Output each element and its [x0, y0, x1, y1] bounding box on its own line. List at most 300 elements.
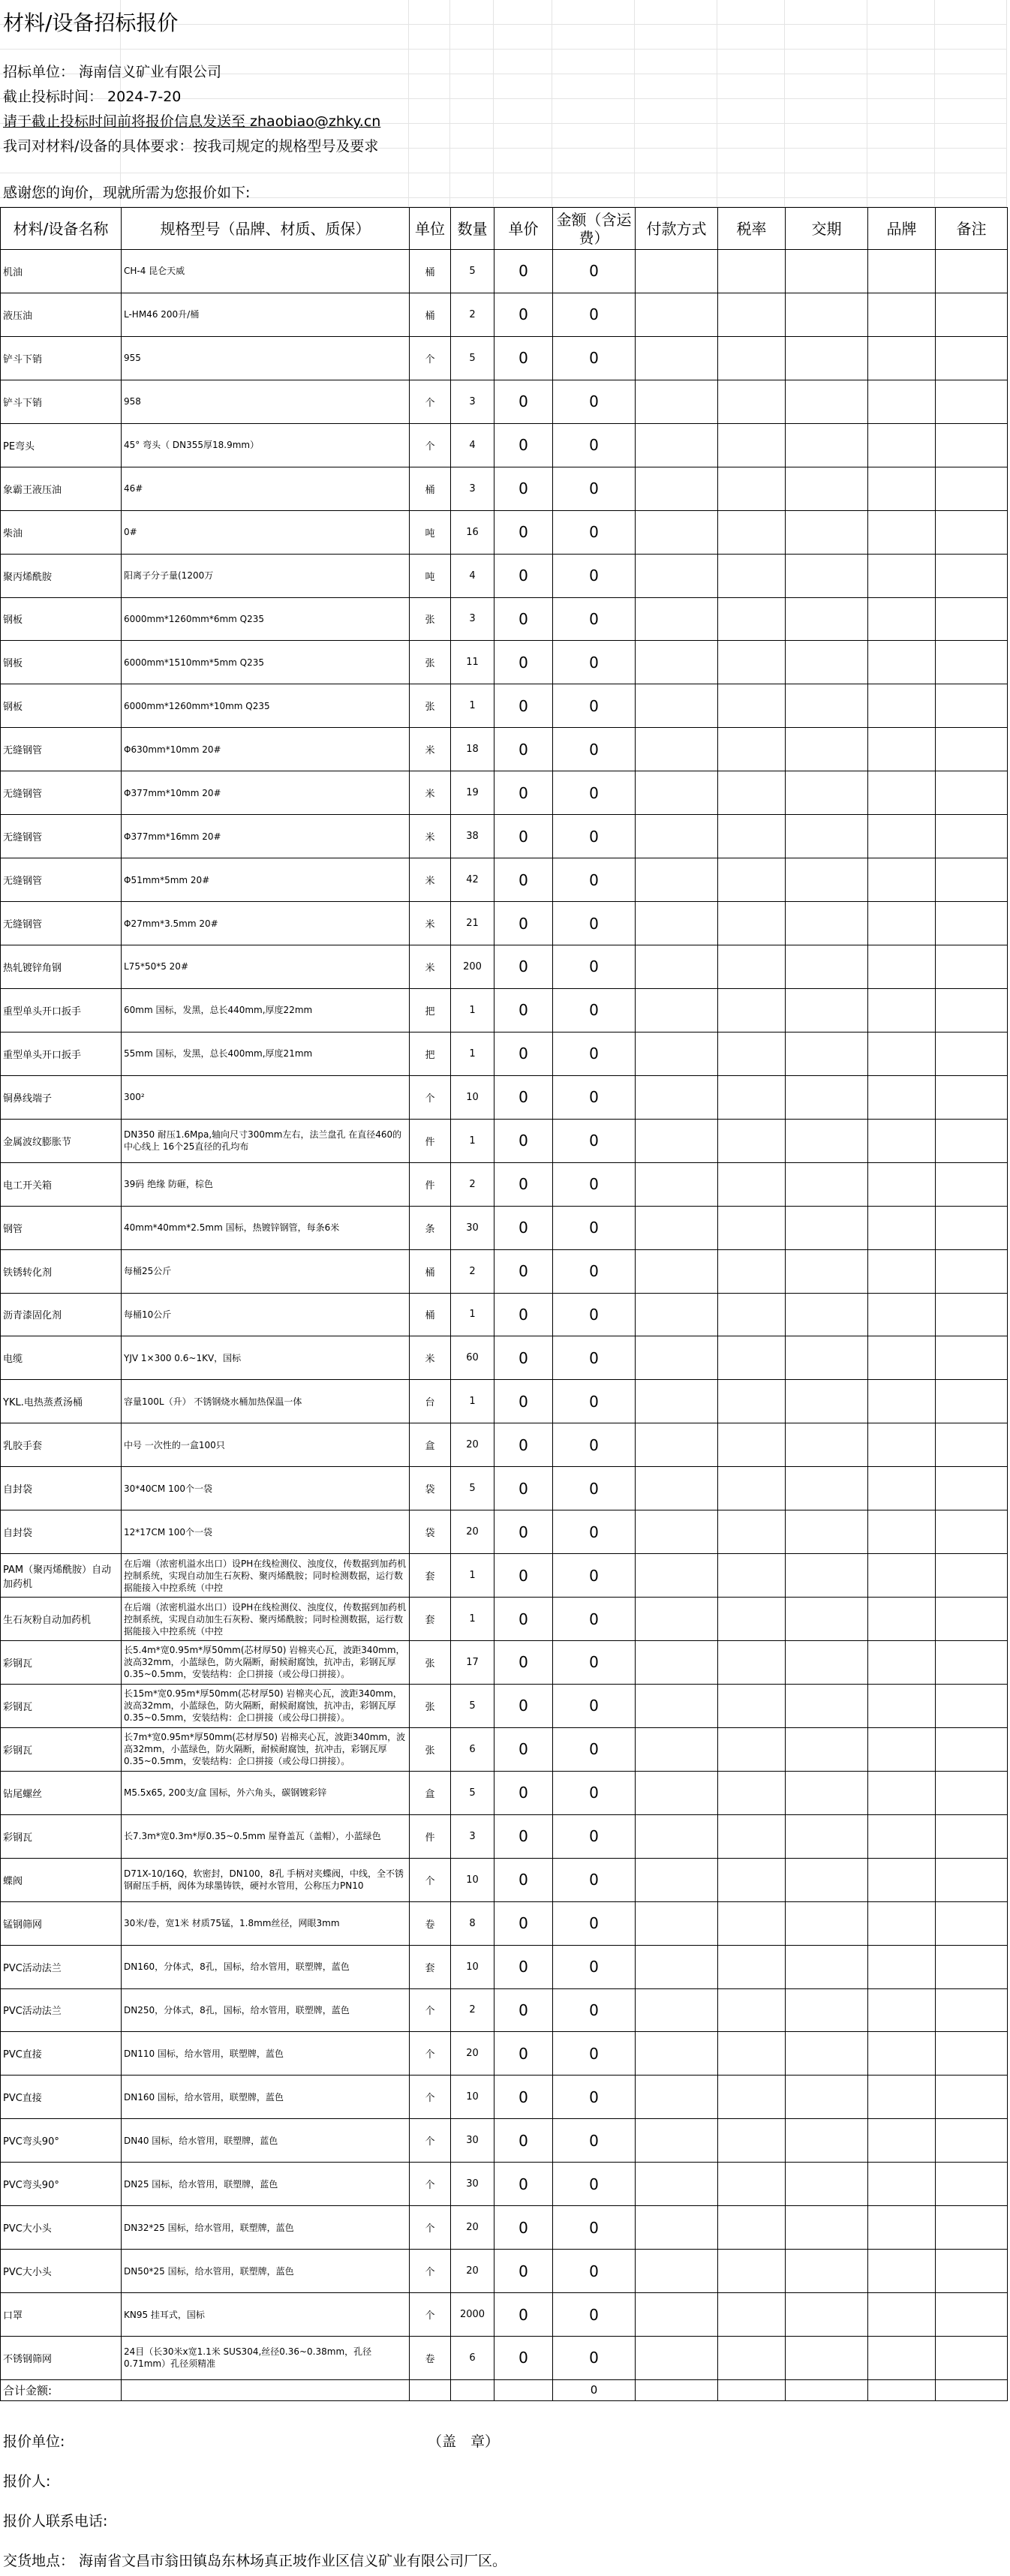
spec-cell[interactable]: 每桶10公斤	[122, 1293, 410, 1336]
delivery-time-cell[interactable]	[786, 510, 868, 554]
amount-cell[interactable]: 0	[553, 250, 636, 293]
amount-cell[interactable]: 0	[553, 1032, 636, 1075]
payment-terms-cell[interactable]	[636, 1554, 718, 1598]
quantity-cell[interactable]: 60	[451, 1336, 494, 1380]
delivery-time-cell[interactable]	[786, 1641, 868, 1685]
spec-cell[interactable]: 30*40CM 100个一袋	[122, 1467, 410, 1510]
unit-cell[interactable]: 个	[410, 2206, 451, 2250]
tax-rate-cell[interactable]	[718, 2163, 786, 2206]
grid-cell[interactable]	[635, 173, 717, 198]
column-header[interactable]: 付款方式	[636, 208, 718, 250]
amount-cell[interactable]: 0	[553, 2163, 636, 2206]
grid-cell[interactable]	[935, 124, 1007, 149]
remarks-cell[interactable]	[936, 1858, 1008, 1901]
quantity-cell[interactable]: 3	[451, 467, 494, 510]
spec-cell[interactable]: KN95 挂耳式，国标	[122, 2293, 410, 2337]
remarks-cell[interactable]	[936, 1249, 1008, 1293]
grid-cell[interactable]	[867, 149, 935, 173]
brand-cell[interactable]	[868, 1901, 936, 1945]
grid-cell[interactable]	[450, 74, 494, 99]
unit-price-cell[interactable]: 0	[494, 2206, 553, 2250]
payment-terms-cell[interactable]	[636, 2076, 718, 2119]
brand-cell[interactable]	[868, 1598, 936, 1641]
payment-terms-cell[interactable]	[636, 293, 718, 336]
unit-cell[interactable]: 个	[410, 2250, 451, 2293]
unit-cell[interactable]: 个	[410, 2163, 451, 2206]
unit-cell[interactable]: 套	[410, 1945, 451, 1988]
brand-cell[interactable]	[868, 1249, 936, 1293]
remarks-cell[interactable]	[936, 2119, 1008, 2163]
payment-terms-cell[interactable]	[636, 1423, 718, 1467]
remarks-cell[interactable]	[936, 597, 1008, 641]
material-name-cell[interactable]: 液压油	[1, 293, 122, 336]
unit-price-cell[interactable]: 0	[494, 1119, 553, 1162]
total-row-cell[interactable]	[122, 2379, 410, 2400]
quantity-cell[interactable]: 11	[451, 641, 494, 684]
material-name-cell[interactable]: 彩钢瓦	[1, 1641, 122, 1685]
delivery-time-cell[interactable]	[786, 1162, 868, 1206]
delivery-time-cell[interactable]	[786, 771, 868, 815]
remarks-cell[interactable]	[936, 2076, 1008, 2119]
remarks-cell[interactable]	[936, 423, 1008, 467]
tax-rate-cell[interactable]	[718, 380, 786, 423]
material-name-cell[interactable]: 无缝钢管	[1, 815, 122, 858]
quantity-cell[interactable]: 19	[451, 771, 494, 815]
unit-cell[interactable]: 盒	[410, 1423, 451, 1467]
unit-price-cell[interactable]: 0	[494, 2163, 553, 2206]
unit-price-cell[interactable]: 0	[494, 1336, 553, 1380]
grid-cell[interactable]	[635, 0, 717, 25]
unit-price-cell[interactable]: 0	[494, 510, 553, 554]
tax-rate-cell[interactable]	[718, 988, 786, 1032]
unit-price-cell[interactable]: 0	[494, 1858, 553, 1901]
unit-price-cell[interactable]: 0	[494, 1641, 553, 1685]
tax-rate-cell[interactable]	[718, 467, 786, 510]
quantity-cell[interactable]: 4	[451, 554, 494, 597]
quantity-cell[interactable]: 2	[451, 293, 494, 336]
remarks-cell[interactable]	[936, 1554, 1008, 1598]
tax-rate-cell[interactable]	[718, 1206, 786, 1249]
remarks-cell[interactable]	[936, 1293, 1008, 1336]
unit-cell[interactable]: 件	[410, 1814, 451, 1858]
material-name-cell[interactable]: 电工开关箱	[1, 1162, 122, 1206]
grid-cell[interactable]	[552, 149, 635, 173]
amount-cell[interactable]: 0	[553, 815, 636, 858]
total-amount[interactable]: 0	[553, 2379, 636, 2400]
unit-cell[interactable]: 米	[410, 902, 451, 945]
unit-price-cell[interactable]: 0	[494, 1684, 553, 1727]
unit-cell[interactable]: 张	[410, 641, 451, 684]
grid-cell[interactable]	[409, 124, 450, 149]
tax-rate-cell[interactable]	[718, 293, 786, 336]
amount-cell[interactable]: 0	[553, 1380, 636, 1423]
quantity-cell[interactable]: 3	[451, 380, 494, 423]
unit-price-cell[interactable]: 0	[494, 2293, 553, 2337]
brand-cell[interactable]	[868, 684, 936, 728]
payment-terms-cell[interactable]	[636, 1206, 718, 1249]
quantity-cell[interactable]: 20	[451, 2032, 494, 2076]
material-name-cell[interactable]: PVC活动法兰	[1, 1988, 122, 2032]
payment-terms-cell[interactable]	[636, 858, 718, 902]
material-name-cell[interactable]: PVC弯头90°	[1, 2163, 122, 2206]
column-header[interactable]: 单位	[410, 208, 451, 250]
tax-rate-cell[interactable]	[718, 1162, 786, 1206]
payment-terms-cell[interactable]	[636, 1032, 718, 1075]
brand-cell[interactable]	[868, 1206, 936, 1249]
material-name-cell[interactable]: 无缝钢管	[1, 858, 122, 902]
tax-rate-cell[interactable]	[718, 684, 786, 728]
delivery-time-cell[interactable]	[786, 336, 868, 380]
unit-price-cell[interactable]: 0	[494, 1510, 553, 1554]
material-name-cell[interactable]: 铲斗下销	[1, 380, 122, 423]
delivery-time-cell[interactable]	[786, 597, 868, 641]
amount-cell[interactable]: 0	[553, 1510, 636, 1554]
unit-cell[interactable]: 个	[410, 1858, 451, 1901]
remarks-cell[interactable]	[936, 945, 1008, 989]
quantity-cell[interactable]: 3	[451, 1814, 494, 1858]
quantity-cell[interactable]: 10	[451, 1858, 494, 1901]
amount-cell[interactable]: 0	[553, 988, 636, 1032]
tax-rate-cell[interactable]	[718, 2206, 786, 2250]
remarks-cell[interactable]	[936, 467, 1008, 510]
payment-terms-cell[interactable]	[636, 336, 718, 380]
material-name-cell[interactable]: 钢板	[1, 597, 122, 641]
grid-cell[interactable]	[450, 50, 494, 74]
grid-cell[interactable]	[785, 0, 867, 25]
remarks-cell[interactable]	[936, 250, 1008, 293]
remarks-cell[interactable]	[936, 2337, 1008, 2380]
unit-price-cell[interactable]: 0	[494, 2032, 553, 2076]
tax-rate-cell[interactable]	[718, 1293, 786, 1336]
total-row-cell[interactable]	[494, 2379, 553, 2400]
brand-cell[interactable]	[868, 902, 936, 945]
payment-terms-cell[interactable]	[636, 1336, 718, 1380]
material-name-cell[interactable]: YKL.电热蒸煮汤桶	[1, 1380, 122, 1423]
quantity-cell[interactable]: 5	[451, 336, 494, 380]
material-name-cell[interactable]: PVC大小头	[1, 2250, 122, 2293]
grid-cell[interactable]	[450, 198, 494, 207]
grid-cell[interactable]	[935, 74, 1007, 99]
unit-cell[interactable]: 件	[410, 1162, 451, 1206]
grid-cell[interactable]	[867, 124, 935, 149]
quantity-cell[interactable]: 38	[451, 815, 494, 858]
delivery-time-cell[interactable]	[786, 2250, 868, 2293]
grid-cell[interactable]	[635, 74, 717, 99]
tax-rate-cell[interactable]	[718, 1380, 786, 1423]
unit-price-cell[interactable]: 0	[494, 988, 553, 1032]
brand-cell[interactable]	[868, 1467, 936, 1510]
column-header[interactable]: 交期	[786, 208, 868, 250]
spec-cell[interactable]: 12*17CM 100个一袋	[122, 1510, 410, 1554]
grid-cell[interactable]	[494, 124, 552, 149]
quantity-cell[interactable]: 42	[451, 858, 494, 902]
spec-cell[interactable]: 长7m*宽0.95m*厚50mm(芯材厚50) 岩棉夹心瓦，波距340mm，波高32mm，小蓝绿色，防火隔断，耐候耐腐蚀，抗冲击，彩钢瓦厚0.35~0.5mm，安装结构：企口拼接（或公母口拼接）。	[122, 1727, 410, 1771]
brand-cell[interactable]	[868, 945, 936, 989]
payment-terms-cell[interactable]	[636, 902, 718, 945]
brand-cell[interactable]	[868, 1858, 936, 1901]
tax-rate-cell[interactable]	[718, 554, 786, 597]
delivery-time-cell[interactable]	[786, 1467, 868, 1510]
delivery-time-cell[interactable]	[786, 1249, 868, 1293]
brand-cell[interactable]	[868, 510, 936, 554]
unit-cell[interactable]: 桶	[410, 293, 451, 336]
delivery-time-cell[interactable]	[786, 1727, 868, 1771]
material-name-cell[interactable]: PVC直接	[1, 2076, 122, 2119]
spec-cell[interactable]: 24目（长30米x宽1.1米 SUS304,丝径0.36~0.38mm，孔径0.71mm）孔径须精准	[122, 2337, 410, 2380]
remarks-cell[interactable]	[936, 858, 1008, 902]
tax-rate-cell[interactable]	[718, 1641, 786, 1685]
grid-cell[interactable]	[635, 25, 717, 50]
grid-cell[interactable]	[935, 149, 1007, 173]
unit-cell[interactable]: 件	[410, 1119, 451, 1162]
delivery-time-cell[interactable]	[786, 1032, 868, 1075]
amount-cell[interactable]: 0	[553, 1293, 636, 1336]
unit-price-cell[interactable]: 0	[494, 902, 553, 945]
grid-cell[interactable]	[552, 25, 635, 50]
delivery-time-cell[interactable]	[786, 641, 868, 684]
payment-terms-cell[interactable]	[636, 1119, 718, 1162]
amount-cell[interactable]: 0	[553, 1075, 636, 1119]
unit-cell[interactable]: 把	[410, 988, 451, 1032]
payment-terms-cell[interactable]	[636, 1293, 718, 1336]
unit-price-cell[interactable]: 0	[494, 1945, 553, 1988]
tax-rate-cell[interactable]	[718, 510, 786, 554]
material-name-cell[interactable]: 生石灰粉自动加药机	[1, 1598, 122, 1641]
spec-cell[interactable]: Φ51mm*5mm 20#	[122, 858, 410, 902]
delivery-time-cell[interactable]	[786, 728, 868, 771]
brand-cell[interactable]	[868, 597, 936, 641]
payment-terms-cell[interactable]	[636, 2337, 718, 2380]
unit-price-cell[interactable]: 0	[494, 2119, 553, 2163]
unit-cell[interactable]: 袋	[410, 1510, 451, 1554]
material-name-cell[interactable]: 机油	[1, 250, 122, 293]
unit-cell[interactable]: 桶	[410, 1293, 451, 1336]
spec-cell[interactable]: 容量100L（升） 不锈钢烧水桶加热保温一体	[122, 1380, 410, 1423]
amount-cell[interactable]: 0	[553, 467, 636, 510]
brand-cell[interactable]	[868, 728, 936, 771]
tax-rate-cell[interactable]	[718, 1771, 786, 1814]
unit-price-cell[interactable]: 0	[494, 728, 553, 771]
remarks-cell[interactable]	[936, 1901, 1008, 1945]
spec-cell[interactable]: 长7.3m*宽0.3m*厚0.35~0.5mm 屋脊盖瓦（盖帽），小蓝绿色	[122, 1814, 410, 1858]
unit-cell[interactable]: 吨	[410, 510, 451, 554]
payment-terms-cell[interactable]	[636, 1901, 718, 1945]
amount-cell[interactable]: 0	[553, 293, 636, 336]
quantity-cell[interactable]: 1	[451, 1598, 494, 1641]
unit-price-cell[interactable]: 0	[494, 771, 553, 815]
brand-cell[interactable]	[868, 641, 936, 684]
payment-terms-cell[interactable]	[636, 1075, 718, 1119]
material-name-cell[interactable]: 彩钢瓦	[1, 1684, 122, 1727]
grid-cell[interactable]	[635, 198, 717, 207]
total-row-cell[interactable]	[410, 2379, 451, 2400]
brand-cell[interactable]	[868, 1771, 936, 1814]
amount-cell[interactable]: 0	[553, 1467, 636, 1510]
unit-price-cell[interactable]: 0	[494, 1380, 553, 1423]
unit-price-cell[interactable]: 0	[494, 1467, 553, 1510]
payment-terms-cell[interactable]	[636, 2163, 718, 2206]
unit-price-cell[interactable]: 0	[494, 945, 553, 989]
amount-cell[interactable]: 0	[553, 858, 636, 902]
payment-terms-cell[interactable]	[636, 2250, 718, 2293]
quantity-cell[interactable]: 10	[451, 1075, 494, 1119]
amount-cell[interactable]: 0	[553, 1554, 636, 1598]
material-name-cell[interactable]: 金属波纹膨胀节	[1, 1119, 122, 1162]
material-name-cell[interactable]: PE弯头	[1, 423, 122, 467]
amount-cell[interactable]: 0	[553, 1945, 636, 1988]
remarks-cell[interactable]	[936, 2293, 1008, 2337]
quantity-cell[interactable]: 20	[451, 1423, 494, 1467]
grid-cell[interactable]	[409, 25, 450, 50]
tax-rate-cell[interactable]	[718, 1467, 786, 1510]
quantity-cell[interactable]: 30	[451, 2119, 494, 2163]
grid-cell[interactable]	[450, 124, 494, 149]
unit-cell[interactable]: 桶	[410, 1249, 451, 1293]
material-name-cell[interactable]: 钻尾螺丝	[1, 1771, 122, 1814]
delivery-time-cell[interactable]	[786, 1075, 868, 1119]
spec-cell[interactable]: 40mm*40mm*2.5mm 国标，热镀锌钢管，每条6米	[122, 1206, 410, 1249]
grid-cell[interactable]	[785, 173, 867, 198]
delivery-time-cell[interactable]	[786, 1945, 868, 1988]
material-name-cell[interactable]: 钢管	[1, 1206, 122, 1249]
tax-rate-cell[interactable]	[718, 336, 786, 380]
brand-cell[interactable]	[868, 1510, 936, 1554]
delivery-time-cell[interactable]	[786, 2293, 868, 2337]
submission-notice[interactable]: 请于截止投标时间前将报价信息发送至 zhaobiao@zhky.cn	[3, 113, 381, 130]
grid-cell[interactable]	[409, 99, 450, 124]
remarks-cell[interactable]	[936, 1641, 1008, 1685]
delivery-time-cell[interactable]	[786, 945, 868, 989]
payment-terms-cell[interactable]	[636, 641, 718, 684]
grid-cell[interactable]	[635, 149, 717, 173]
material-name-cell[interactable]: 彩钢瓦	[1, 1727, 122, 1771]
tax-rate-cell[interactable]	[718, 1032, 786, 1075]
column-header[interactable]: 金额（含运费）	[553, 208, 636, 250]
amount-cell[interactable]: 0	[553, 771, 636, 815]
unit-cell[interactable]: 米	[410, 728, 451, 771]
brand-cell[interactable]	[868, 1727, 936, 1771]
amount-cell[interactable]: 0	[553, 2250, 636, 2293]
grid-cell[interactable]	[717, 50, 785, 74]
payment-terms-cell[interactable]	[636, 1510, 718, 1554]
tax-rate-cell[interactable]	[718, 2032, 786, 2076]
material-name-cell[interactable]: 铁锈转化剂	[1, 1249, 122, 1293]
quantity-cell[interactable]: 2000	[451, 2293, 494, 2337]
spec-cell[interactable]: 长15m*宽0.95m*厚50mm(芯材厚50) 岩棉夹心瓦，波距340mm，波高32mm，小蓝绿色，防火隔断，耐候耐腐蚀，抗冲击，彩钢瓦厚0.35~0.5mm，安装结构：企口拼接（或公母口拼接）。	[122, 1684, 410, 1727]
unit-price-cell[interactable]: 0	[494, 250, 553, 293]
amount-cell[interactable]: 0	[553, 728, 636, 771]
brand-cell[interactable]	[868, 250, 936, 293]
unit-cell[interactable]: 张	[410, 597, 451, 641]
quantity-cell[interactable]: 5	[451, 250, 494, 293]
grid-cell[interactable]	[494, 0, 552, 25]
quantity-cell[interactable]: 30	[451, 2163, 494, 2206]
brand-cell[interactable]	[868, 1554, 936, 1598]
unit-price-cell[interactable]: 0	[494, 2337, 553, 2380]
material-name-cell[interactable]: 钢板	[1, 641, 122, 684]
spec-cell[interactable]: 39码 绝缘 防砸，棕色	[122, 1162, 410, 1206]
material-name-cell[interactable]: 自封袋	[1, 1467, 122, 1510]
spec-cell[interactable]: Φ27mm*3.5mm 20#	[122, 902, 410, 945]
delivery-time-cell[interactable]	[786, 1336, 868, 1380]
quantity-cell[interactable]: 17	[451, 1641, 494, 1685]
payment-terms-cell[interactable]	[636, 510, 718, 554]
grid-cell[interactable]	[867, 74, 935, 99]
unit-price-cell[interactable]: 0	[494, 684, 553, 728]
spec-cell[interactable]: DN50*25 国标，给水管用，联塑牌，蓝色	[122, 2250, 410, 2293]
grid-cell[interactable]	[867, 25, 935, 50]
grid-cell[interactable]	[450, 173, 494, 198]
unit-price-cell[interactable]: 0	[494, 641, 553, 684]
unit-cell[interactable]: 个	[410, 2076, 451, 2119]
tax-rate-cell[interactable]	[718, 1988, 786, 2032]
payment-terms-cell[interactable]	[636, 2119, 718, 2163]
payment-terms-cell[interactable]	[636, 597, 718, 641]
amount-cell[interactable]: 0	[553, 1901, 636, 1945]
tax-rate-cell[interactable]	[718, 771, 786, 815]
spec-cell[interactable]: 在后端（浓密机溢水出口）设PH在线检测仪、浊度仪，传数据到加药机控制系统，实现自动加生石灰粉、聚丙烯酰胺；同时检测数据，运行数据能接入中控系统（中控	[122, 1598, 410, 1641]
brand-cell[interactable]	[868, 1075, 936, 1119]
payment-terms-cell[interactable]	[636, 1814, 718, 1858]
material-name-cell[interactable]: 自封袋	[1, 1510, 122, 1554]
material-name-cell[interactable]: 电缆	[1, 1336, 122, 1380]
payment-terms-cell[interactable]	[636, 1641, 718, 1685]
unit-price-cell[interactable]: 0	[494, 293, 553, 336]
tax-rate-cell[interactable]	[718, 1119, 786, 1162]
brand-cell[interactable]	[868, 293, 936, 336]
remarks-cell[interactable]	[936, 1032, 1008, 1075]
delivery-time-cell[interactable]	[786, 2163, 868, 2206]
unit-price-cell[interactable]: 0	[494, 1206, 553, 1249]
amount-cell[interactable]: 0	[553, 1423, 636, 1467]
remarks-cell[interactable]	[936, 1336, 1008, 1380]
delivery-time-cell[interactable]	[786, 858, 868, 902]
quantity-cell[interactable]: 1	[451, 988, 494, 1032]
quantity-cell[interactable]: 2	[451, 1988, 494, 2032]
unit-cell[interactable]: 把	[410, 1032, 451, 1075]
quantity-cell[interactable]: 2	[451, 1249, 494, 1293]
tax-rate-cell[interactable]	[718, 597, 786, 641]
amount-cell[interactable]: 0	[553, 1684, 636, 1727]
total-label[interactable]: 合计金额:	[1, 2379, 122, 2400]
tax-rate-cell[interactable]	[718, 2250, 786, 2293]
grid-cell[interactable]	[717, 198, 785, 207]
material-name-cell[interactable]: 无缝钢管	[1, 771, 122, 815]
delivery-time-cell[interactable]	[786, 2337, 868, 2380]
spec-cell[interactable]: DN110 国标，给水管用，联塑牌，蓝色	[122, 2032, 410, 2076]
unit-price-cell[interactable]: 0	[494, 1293, 553, 1336]
remarks-cell[interactable]	[936, 1771, 1008, 1814]
amount-cell[interactable]: 0	[553, 1641, 636, 1685]
quantity-cell[interactable]: 6	[451, 2337, 494, 2380]
tax-rate-cell[interactable]	[718, 728, 786, 771]
remarks-cell[interactable]	[936, 684, 1008, 728]
delivery-time-cell[interactable]	[786, 467, 868, 510]
quantity-cell[interactable]: 5	[451, 1771, 494, 1814]
delivery-time-cell[interactable]	[786, 1380, 868, 1423]
brand-cell[interactable]	[868, 1988, 936, 2032]
brand-cell[interactable]	[868, 336, 936, 380]
grid-cell[interactable]	[717, 149, 785, 173]
brand-cell[interactable]	[868, 2032, 936, 2076]
tax-rate-cell[interactable]	[718, 1945, 786, 1988]
remarks-cell[interactable]	[936, 1727, 1008, 1771]
material-name-cell[interactable]: 重型单头开口扳手	[1, 988, 122, 1032]
quantity-cell[interactable]: 20	[451, 2206, 494, 2250]
tax-rate-cell[interactable]	[718, 1075, 786, 1119]
remarks-cell[interactable]	[936, 1684, 1008, 1727]
quantity-cell[interactable]: 1	[451, 684, 494, 728]
